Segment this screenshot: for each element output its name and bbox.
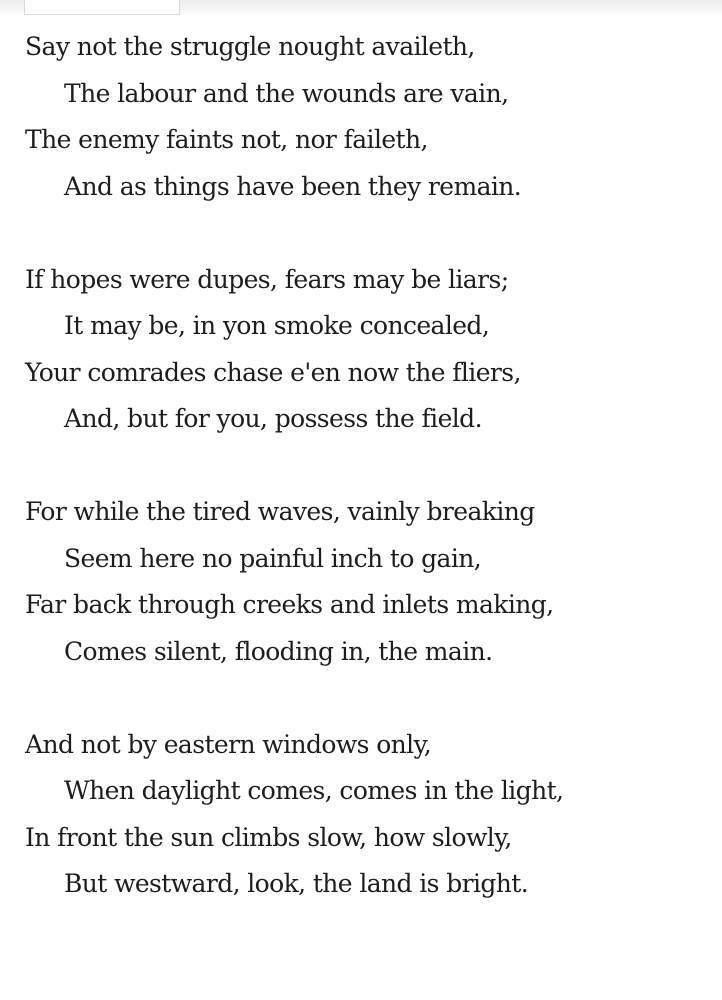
poem-line: Say not the struggle nought availeth, bbox=[25, 32, 475, 61]
poem-line: If hopes were dupes, fears may be liars; bbox=[25, 264, 509, 294]
poem-line: And, but for you, possess the field. bbox=[64, 404, 482, 433]
poem-line: For while the tired waves, vainly breaking bbox=[25, 497, 535, 526]
poem-line: Your comrades chase e'en now the fliers, bbox=[25, 357, 521, 387]
stanza-4 bbox=[25, 722, 705, 908]
poem-line: When daylight comes, comes in the light, bbox=[64, 776, 564, 805]
poem-line: But westward, look, the land is bright. bbox=[64, 869, 529, 898]
stanza-3 bbox=[25, 489, 705, 675]
poem-line: Seem here no painful inch to gain, bbox=[64, 543, 482, 573]
poem-line: The labour and the wounds are vain, bbox=[64, 78, 509, 108]
stanza-1 bbox=[25, 24, 705, 210]
poem-line: In front the sun climbs slow, how slowly, bbox=[25, 822, 512, 852]
poem-line: The enemy faints not, nor faileth, bbox=[25, 125, 428, 154]
poem-line: Far back through creeks and inlets making, bbox=[25, 590, 554, 619]
poem-line: It may be, in yon smoke concealed, bbox=[64, 311, 490, 340]
poem-line: And not by eastern windows only, bbox=[25, 729, 432, 759]
stanza-2 bbox=[25, 257, 705, 443]
poem-line: And as things have been they remain. bbox=[64, 171, 522, 201]
top-tab-outline bbox=[24, 0, 180, 15]
poem-line: Comes silent, flooding in, the main. bbox=[64, 636, 493, 666]
poem-text bbox=[25, 24, 705, 954]
